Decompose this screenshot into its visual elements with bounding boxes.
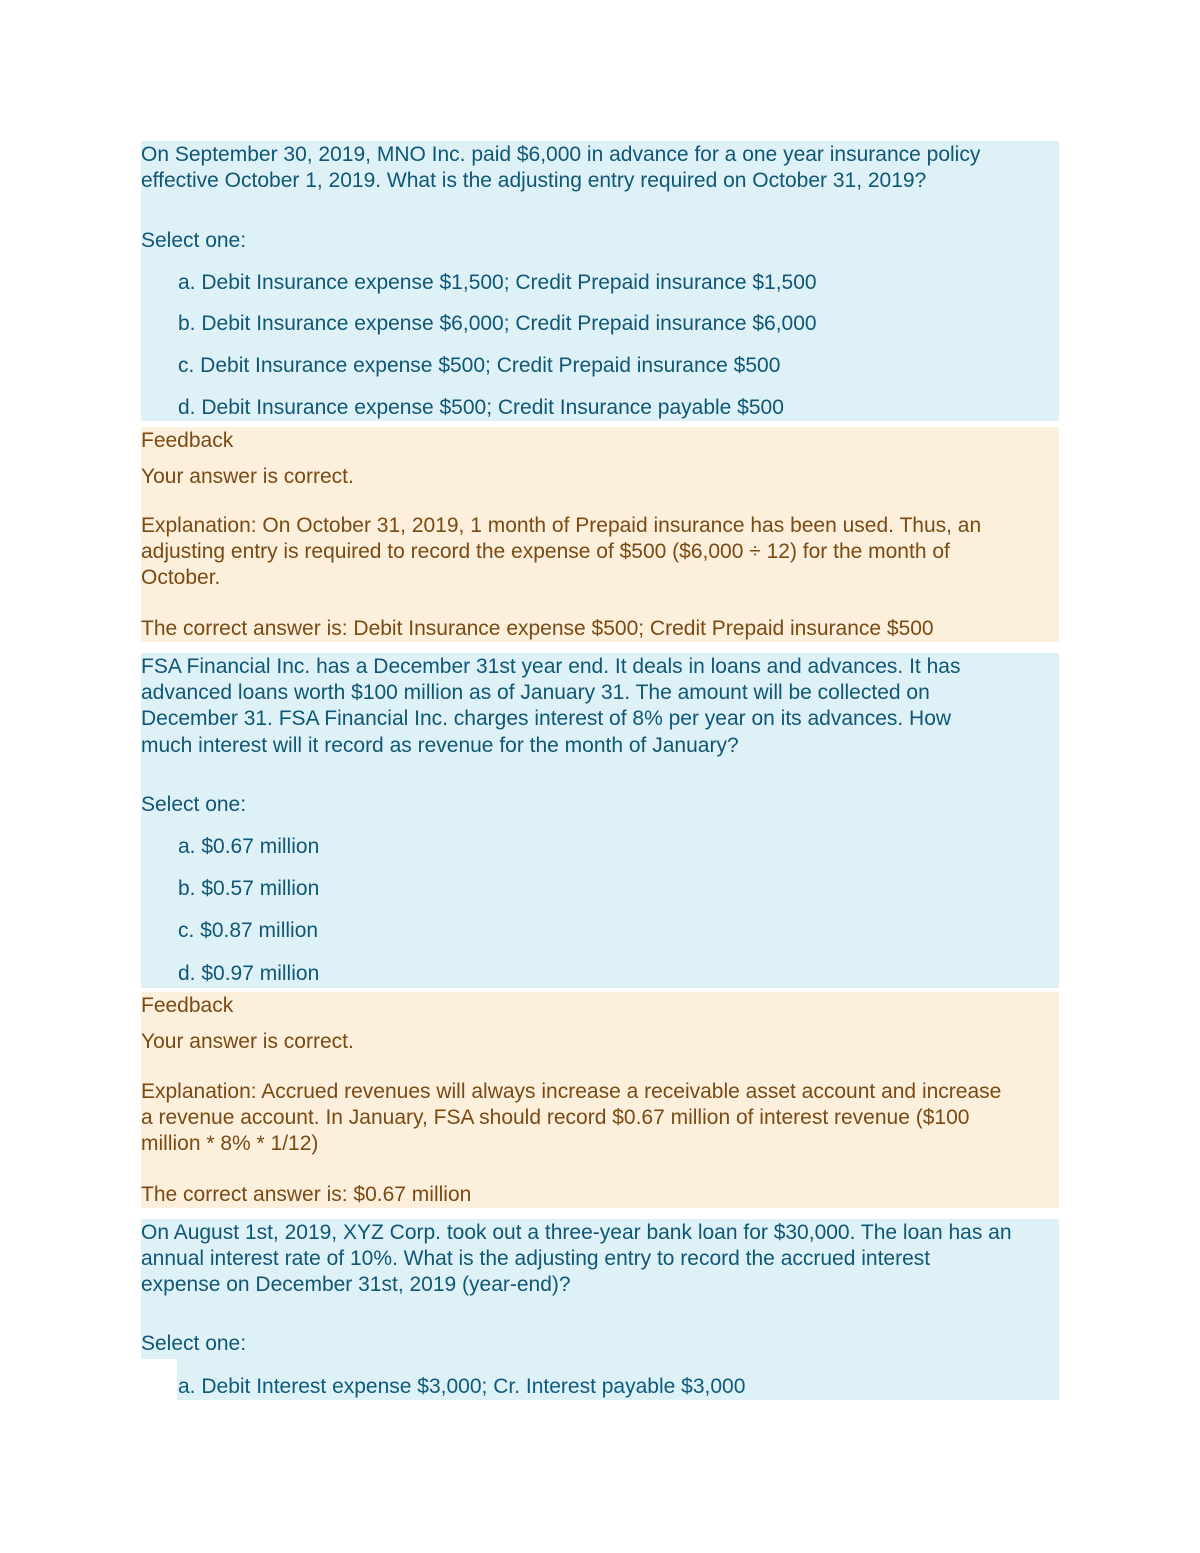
question-3 <box>141 1219 1059 1359</box>
feedback-2-heading: Feedback <box>141 994 234 1017</box>
feedback-1-explanation-line-2: adjusting entry is required to record the expense of $500 ($6,000 ÷ 12) for the month of <box>141 540 950 563</box>
question-1-text-line-2: effective October 1, 2019. What is the adjusting entry required on October 31, 2019? <box>141 169 927 192</box>
question-1-text-line-1: On September 30, 2019, MNO Inc. paid $6,000 in advance for a one year insurance policy <box>141 143 981 166</box>
question-2-option-a[interactable]: a. $0.67 million <box>178 835 320 858</box>
question-3-text-line-1: On August 1st, 2019, XYZ Corp. took out a three-year bank loan for $30,000. The loan has an <box>141 1221 1012 1244</box>
question-1 <box>141 141 1059 421</box>
question-1-option-d[interactable]: d. Debit Insurance expense $500; Credit Insurance payable $500 <box>178 396 784 419</box>
feedback-2-explanation-line-3: million * 8% * 1/12) <box>141 1132 319 1155</box>
question-3-select-label: Select one: <box>141 1332 247 1355</box>
feedback-1 <box>141 427 1059 642</box>
question-3-text-line-2: annual interest rate of 10%. What is the adjusting entry to record the accrued interest <box>141 1247 931 1270</box>
question-2-select-label: Select one: <box>141 793 247 816</box>
question-2-text-line-3: December 31. FSA Financial Inc. charges interest of 8% per year on its advances. How <box>141 707 952 730</box>
question-2-text-line-1: FSA Financial Inc. has a December 31st year end. It deals in loans and advances. It has <box>141 655 961 678</box>
feedback-2-result: Your answer is correct. <box>141 1030 354 1053</box>
question-1-option-b[interactable]: b. Debit Insurance expense $6,000; Credit Prepaid insurance $6,000 <box>178 312 817 335</box>
question-2-option-b[interactable]: b. $0.57 million <box>178 877 320 900</box>
question-3-text-line-3: expense on December 31st, 2019 (year-end)? <box>141 1273 571 1296</box>
question-2 <box>141 653 1059 988</box>
question-1-option-a[interactable]: a. Debit Insurance expense $1,500; Credit Prepaid insurance $1,500 <box>178 271 817 294</box>
question-1-select-label: Select one: <box>141 229 247 252</box>
feedback-1-result: Your answer is correct. <box>141 465 354 488</box>
feedback-1-explanation-line-3: October. <box>141 566 221 589</box>
feedback-1-heading: Feedback <box>141 429 234 452</box>
question-1-option-c[interactable]: c. Debit Insurance expense $500; Credit Prepaid insurance $500 <box>178 354 781 377</box>
question-3-option-a[interactable]: a. Debit Interest expense $3,000; Cr. Interest payable $3,000 <box>178 1375 746 1398</box>
feedback-1-correct-answer: The correct answer is: Debit Insurance expense $500; Credit Prepaid insurance $500 <box>141 617 934 640</box>
question-3-options <box>177 1359 1059 1400</box>
feedback-1-explanation-line-1: Explanation: On October 31, 2019, 1 month of Prepaid insurance has been used. Thus, an <box>141 514 982 537</box>
feedback-2-explanation-line-1: Explanation: Accrued revenues will always increase a receivable asset account and increase <box>141 1080 1002 1103</box>
question-2-text-line-2: advanced loans worth $100 million as of January 31. The amount will be collected on <box>141 681 930 704</box>
question-2-option-d[interactable]: d. $0.97 million <box>178 962 320 985</box>
feedback-2 <box>141 992 1059 1208</box>
feedback-2-correct-answer: The correct answer is: $0.67 million <box>141 1183 472 1206</box>
question-2-text-line-4: much interest will it record as revenue for the month of January? <box>141 734 739 757</box>
question-2-option-c[interactable]: c. $0.87 million <box>178 919 319 942</box>
feedback-2-explanation-line-2: a revenue account. In January, FSA should record $0.67 million of interest revenue ($100 <box>141 1106 970 1129</box>
